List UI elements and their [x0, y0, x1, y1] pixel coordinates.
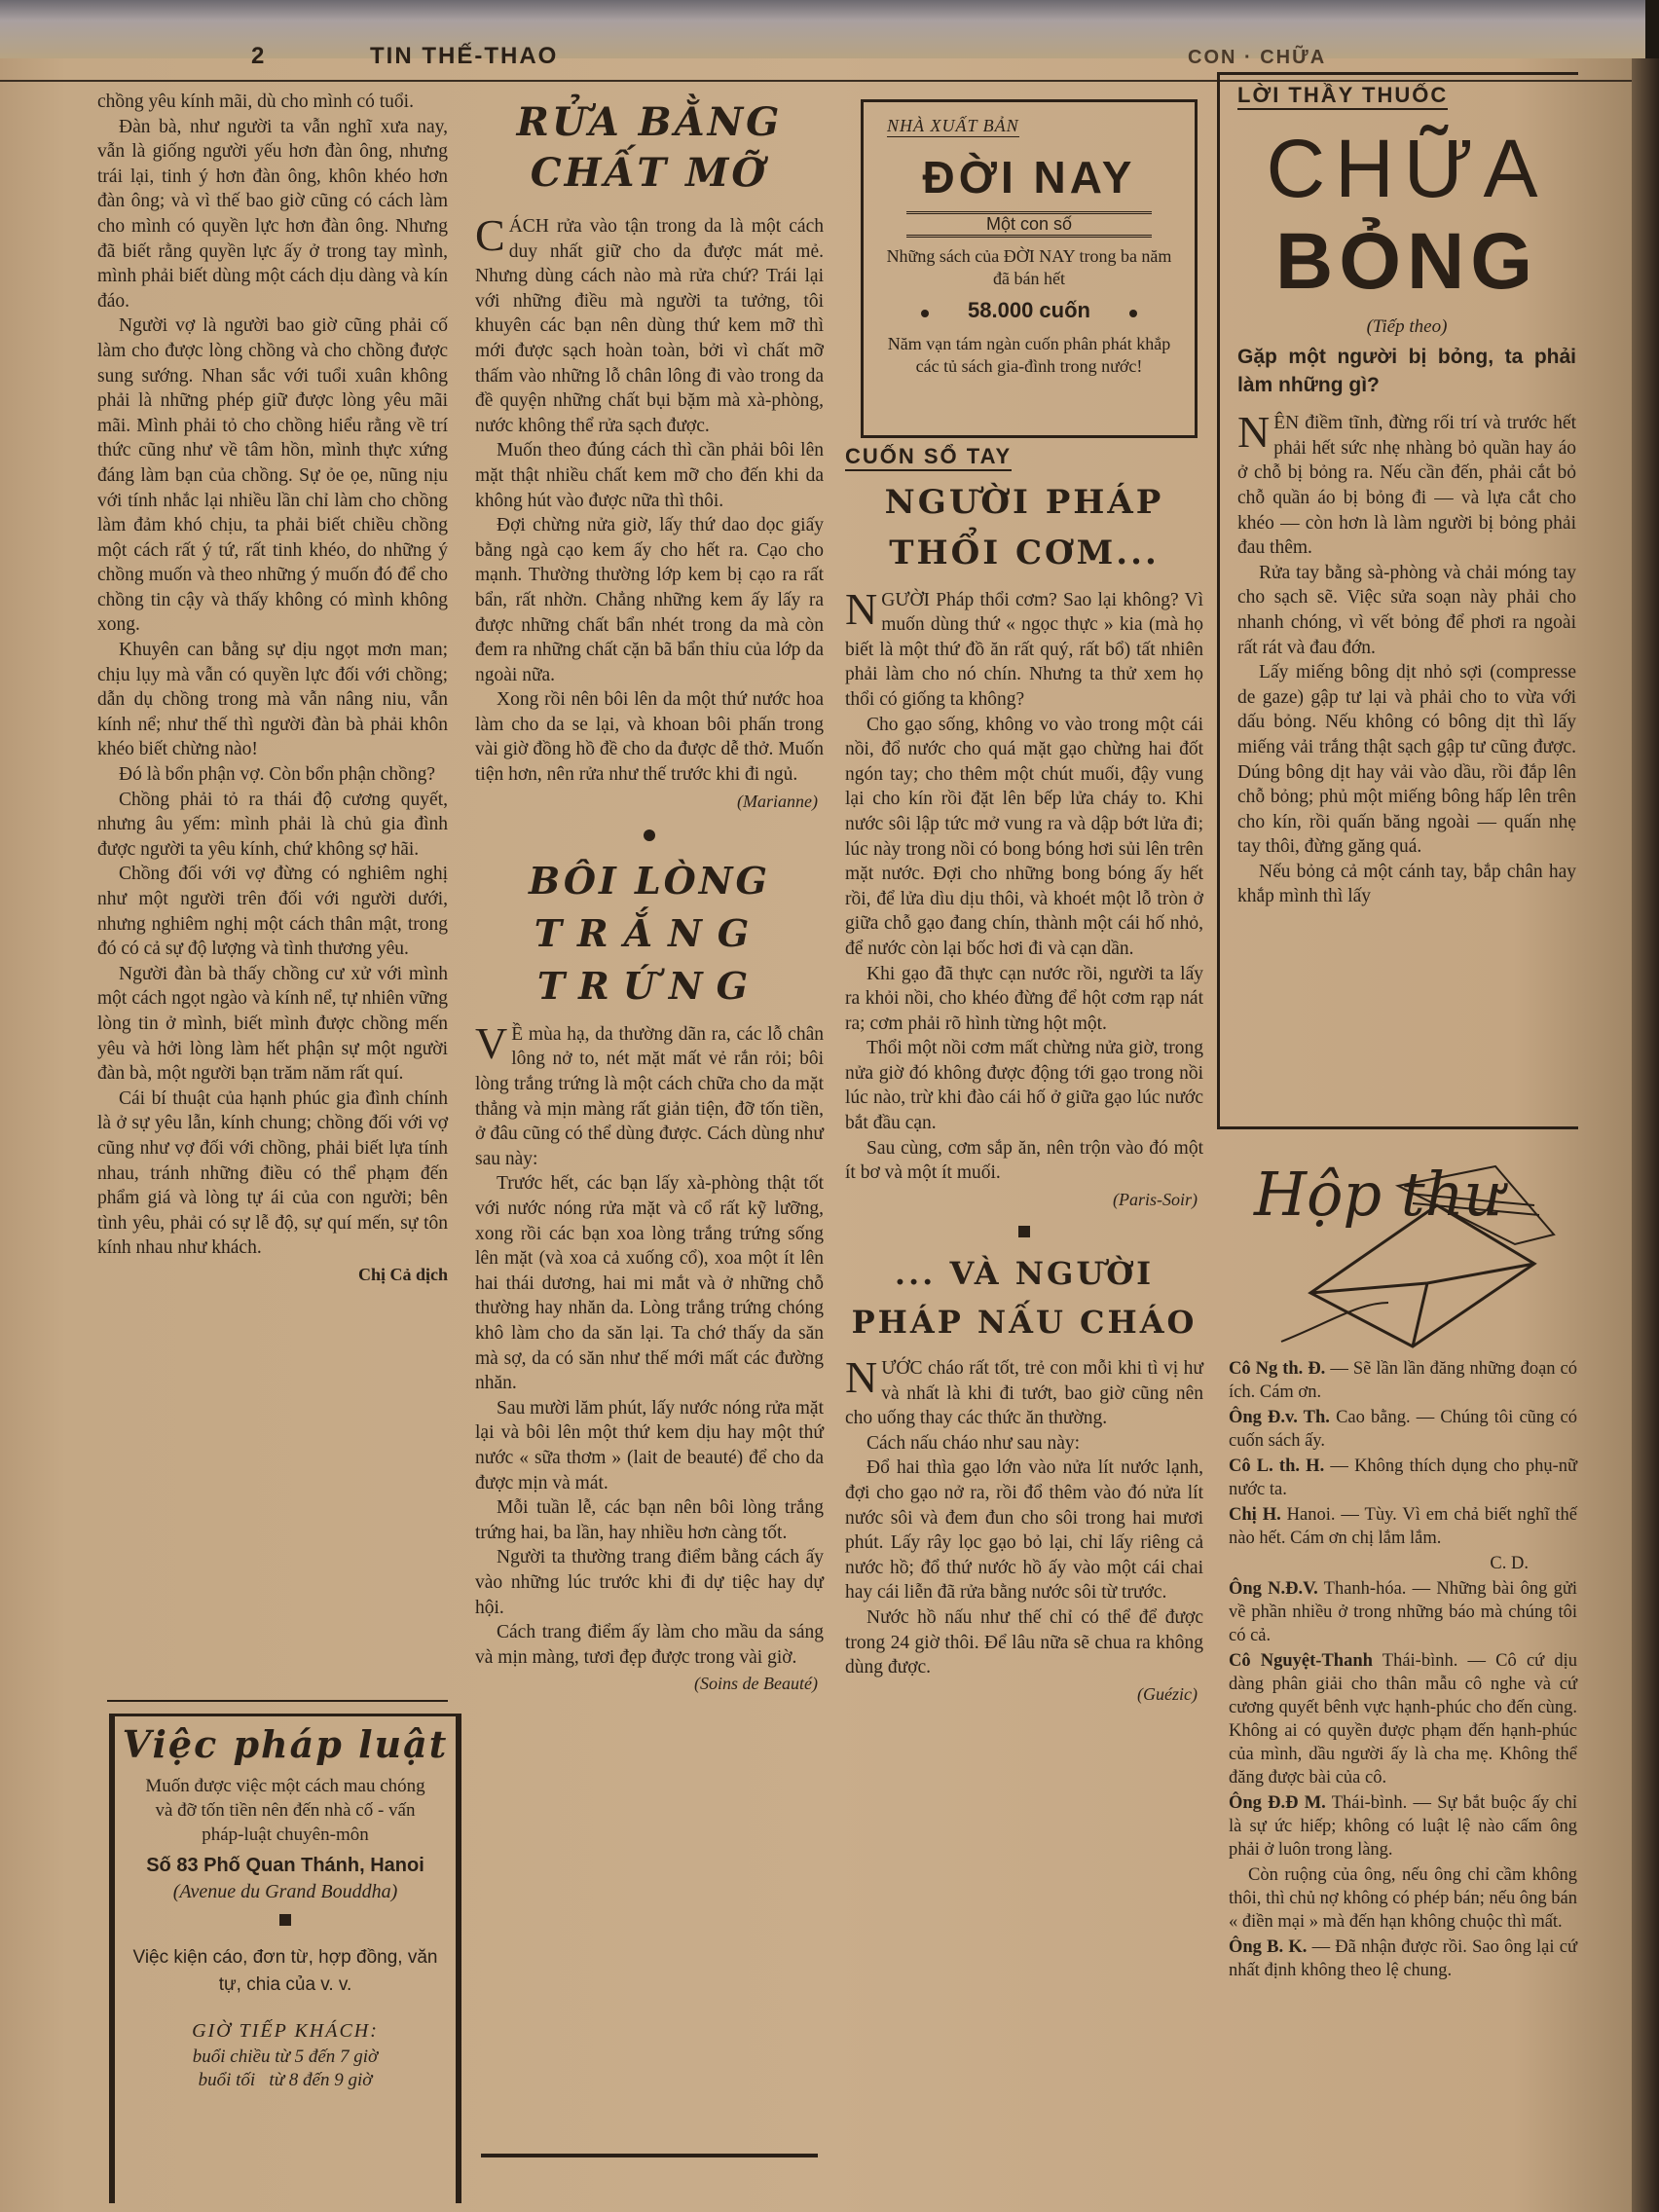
mailbox-header	[1242, 1147, 1573, 1351]
section-title: TIN THẾ-THAO	[370, 43, 559, 69]
paragraph: NƯỚC cháo rất tốt, trẻ con mỗi khi tì vị hư và nhất là khi đi tướt, bao giờ cũng nên cho uống thay các thức ăn thường.	[845, 1352, 1203, 1429]
recipient: Cô Nguyệt-Thanh	[1229, 1651, 1373, 1671]
article-subtitle: Gặp một người bị bỏng, ta phải làm những gì?	[1237, 346, 1576, 397]
ad-text-2: Năm vạn tám ngàn cuốn phân phát khắp các tủ sách gia-đình trong nước!	[887, 334, 1171, 376]
paragraph: Chồng đối với vợ đừng có nghiêm nghị như một người trên đối với người dưới, nhưng nghiêm nghị một cách thân mật, trong đó có cả sự độ lượng và tình thương yêu.	[97, 864, 448, 960]
paragraph: Sau mười lăm phút, lấy nước nóng rửa mặt lại và bôi lên một thứ kem dịu hay một thứ nước « sữa thơm » (lait de beauté) để cho da được mịn và mát.	[475, 1397, 824, 1493]
source-credit: (Paris-Soir)	[1113, 1189, 1198, 1209]
paragraph: Cho gạo sống, không vo vào trong một cái nồi, đổ nước cho quá mặt gạo chừng hai đốt ngón tay; cho thêm một chút muối, đậy vung lại cho kín rồi đặt lên bếp lửa cháy to. Khi nước sôi lập tức mở vung ra và dập bớt lửa đi; lúc này trong nồi có bong bóng hơi sủi lên trên mặt nước. Đợi cho những bong bóng ấy hết rồi, để lửa dìu dịu thôi, và khoét một lỗ tròn ở giữa chỗ gạo đang chín, thành một cái hố nhỏ, để nước còn lại bốc hơi đi và cạn dần.	[845, 714, 1203, 959]
ad-text: Những sách của ĐỜI NAY trong ba năm đã bán hết	[886, 246, 1172, 288]
article-title: PHÁP NẤU CHÁO	[851, 1304, 1198, 1342]
reply: C. D.	[1490, 1554, 1529, 1573]
paragraph: Rửa tay bằng sà-phòng và chải móng tay cho sạch sẽ. Việc sửa soạn này phải cho nhanh chóng, vì vết bỏng để phơi ra ngoài rất rát và đau đớn.	[1237, 562, 1576, 658]
header-fragment: CON · CHỮA	[1188, 47, 1327, 68]
reply: Thái-bình. — Sự bắt buộc ấy chỉ là sự ức hiếp; không có luật lệ nào cấm ông phải ở luôn trong làng.	[1229, 1793, 1577, 1860]
mailbox-title: Hộp thư	[1254, 1159, 1503, 1230]
ad-count-value: 58.000 cuốn	[968, 298, 1090, 322]
page-number: 2	[251, 43, 267, 69]
ad-title: Việc pháp luật	[122, 1722, 449, 1766]
paragraph: Cái bí thuật của hạnh phúc gia đình chính là ở sự yêu lẫn, kính chung; chồng đối với vợ cũng như vợ đối với chồng, phải biết lựa tính nhau, tránh những điều có thể phạm đến phẩm giá và lòng tự ái của con người; bên tình yêu, phải có sự lễ độ, sự quí mến, sự tôn kính nhau như khách.	[97, 1088, 448, 1259]
ad-address: Số 83 Phố Quan Thánh, Hanoi	[146, 1855, 424, 1876]
paragraph: Lấy miếng bông dịt nhỏ sợi (compresse de gaze) gập tư lại và phải cho to vừa với dấu bỏng. Nếu không có bông dịt thì lấy miếng vải trắng thật sạch gập tư cũng được. Dúng bông dịt hay vải vào dầu, rồi đắp lên chỗ bỏng; phủ một miếng bông hấp lên trên cho kín, rồi quấn băng ngoài — quấn nhẹ tay thôi, đừng găng quá.	[1237, 662, 1576, 858]
mailbox-entry	[1229, 1577, 1577, 1647]
paragraph: Xong rồi nên bôi lên da một thứ nước hoa làm cho da se lại, và khoan bôi phấn trong vài giờ đồng hồ đề cho da được dễ thở. Muốn tiện hơn, nên rửa như thế trước khi đi ngủ.	[475, 689, 824, 786]
recipient: Ông N.Đ.V.	[1229, 1579, 1318, 1599]
paragraph: CÁCH rửa vào tận trong da là một cách duy nhất giữ cho da được mát mẻ. Nhưng dùng cách nào mà rửa chứ? Trái lại với những điều mà người ta tưởng, tôi khuyên các bạn nên dùng thứ kem mỡ thì mới được sạch hoàn toàn, bởi vì chất mỡ thấm vào những lỗ chân lông đi vào trong da đề quyện những chất bụi bặm mà xà-phòng, nước không thể rửa sạch được.	[475, 210, 824, 436]
recipient: Cô L. th. H.	[1229, 1456, 1325, 1476]
paragraph: Người đàn bà thấy chồng cư xử với mình một cách ngọt ngào và kính nể, tự nhiên vững lòng tin ở mình, biết mình được chồng mến yêu và hởi lòng làm hết phận sự một người đàn bà, một người bạn trăm năm rất quí.	[97, 963, 448, 1085]
signature: Chị Cả dịch	[357, 1264, 448, 1284]
paragraph: Người ta thường trang điểm bằng cách ấy vào những lúc trước khi đi dự tiệc hay dự hội.	[475, 1547, 824, 1618]
ad-publisher-name: ĐỜI NAY	[922, 152, 1136, 203]
paragraph: Đổ hai thìa gạo lớn vào nửa lít nước lạnh, đợi cho gạo nở ra, rồi đổ thêm vào đó nửa lít nước sôi và đem đun cho sôi trong hai mươi phút. Lấy rây lọc gạo bỏ lại, chỉ lấy riêng cả nước hồ; đổ thứ nước hồ ấy vào một cái chai hay cái liễn đã rửa bằng nước sôi từ trước.	[845, 1457, 1203, 1604]
article-title: BỎNG	[1275, 216, 1538, 306]
reply: — Không thích dụng cho phụ-nữ nước ta.	[1229, 1456, 1578, 1499]
article-french-rice	[845, 444, 1203, 1707]
article-title: TRẮNG	[534, 910, 765, 955]
article-title: ... VÀ NGƯỜI	[894, 1255, 1155, 1293]
ad-hours-afternoon: buổi chiều từ 5 đến 7 giờ	[192, 2046, 379, 2067]
paragraph: Cách trang điểm ấy làm cho mầu da sáng và mịn màng, tươi đẹp được trong vài giờ.	[475, 1622, 824, 1668]
rubric: CUỐN SỔ TAY	[845, 444, 1012, 471]
divider	[481, 2154, 818, 2157]
paragraph: Nước hồ nấu như thế chỉ có thể để được trong 24 giờ thôi. Để lâu nữa sẽ chua ra không dùng được.	[845, 1606, 1203, 1678]
mailbox-entry	[1229, 1357, 1577, 1404]
article-title: RỬA BẰNG	[516, 99, 783, 145]
source-credit: (Soins de Beauté)	[694, 1674, 818, 1694]
page-edge-shadow	[1632, 58, 1659, 2212]
bullet	[115, 1913, 456, 1931]
paragraph: Nếu bỏng cả một cánh tay, bắp chân hay khắp mình thì lấy	[1237, 861, 1576, 907]
reply: Thanh-hóa. — Những bài ông gửi về phần nhiều ở trong những báo mà chúng tôi có cả.	[1229, 1579, 1578, 1645]
paragraph: chồng yêu kính mãi, dù cho mình có tuổi.	[97, 92, 414, 112]
envelope-illustration	[1242, 1147, 1573, 1351]
ad-body: Muốn được việc một cách mau chóng và đỡ tốn tiền nên đến nhà cố - vấn pháp-luật chuyên-môn	[145, 1776, 425, 1845]
recipient: Chị H.	[1229, 1505, 1281, 1525]
mailbox-entry	[1229, 1791, 1577, 1862]
article-title: TRỨNG	[536, 963, 762, 1008]
ad-address-fr: (Avenue du Grand Bouddha)	[172, 1881, 398, 1902]
ad-doi-nay-publisher	[861, 99, 1198, 438]
mailbox-entry	[1229, 1936, 1577, 1982]
mailbox-entry	[1229, 1503, 1577, 1550]
ad-legal-advice	[109, 1714, 461, 2203]
reply: Thái-bình. — Cô cứ dịu dàng phân giải cho thân mẫu cô nghe và cứ cương quyết bênh vực hạnh-phúc cho đến cùng. Không ai có quyền được phạm đến hạnh-phúc của mình, dầu người ấy là cha mẹ. Không thể đăng được bài của cô.	[1229, 1651, 1577, 1788]
divider	[107, 1700, 448, 1702]
paragraph: Đó là bổn phận vợ. Còn bổn phận chồng?	[119, 764, 435, 786]
article-burn-treatment	[1217, 72, 1578, 1129]
paragraph: Trước hết, các bạn lấy xà-phòng thật tốt với nước nóng rửa mặt và cổ rất kỹ lưỡng, xong rồi các bạn xoa lòng trắng trứng sống lên mặt (và xoa cả xuống cổ), xoa một ít lên hai thái dương, hai mi mắt và ở những chỗ thường hay nhăn da. Lòng trắng trứng chóng khô làm cho da săn lại. Ta chớ thấy da săn mà sợ, da có săn như thế mới mất các đường nhăn.	[475, 1173, 824, 1394]
article-title: THỔI CƠM...	[889, 533, 1160, 572]
paragraph: Khi gạo đã thực cạn nước rồi, người ta lấy ra khỏi nồi, cho khéo đừng để hột cơm rạp nát ra; cơm phải rõ hình từng hột một.	[845, 963, 1203, 1034]
mailbox-entries	[1229, 1357, 1577, 1984]
paragraph: Đàn bà, như người ta vẫn nghĩ xưa nay, vẫn là giống người yếu hơn đàn ông, nhưng trái lại, tinh ý hơn đàn ông, khôn khéo hơn đàn ông; và vì thế bao giờ cũng có cách làm cho mình có quyền lực hơn đàn ông. Nhưng đã biết rằng quyền lực ấy ở trong tay mình, mình phải biết dùng một cách dịu dàng và kín đáo.	[97, 116, 448, 312]
paragraph: Thổi một nồi cơm mất chừng nửa giờ, trong nửa giờ đó không được động tới gạo trong nồi lúc nào, trừ khi đào cái hố ở giữa gạo lúc nước bắt đầu cạn.	[845, 1038, 1203, 1134]
paragraph: Cách nấu cháo như sau này:	[866, 1432, 1081, 1454]
paragraph: Sau cùng, cơm sắp ăn, nên trộn vào đó một ít bơ và một ít muối.	[845, 1137, 1203, 1184]
reply: — Sẽ lần lần đăng những đoạn có ích. Cám ơn.	[1229, 1359, 1578, 1402]
mailbox-entry	[1229, 1863, 1577, 1934]
mailbox-entry	[1229, 1649, 1577, 1789]
article-title: CHỮA	[1266, 122, 1548, 214]
source-credit: (Guézic)	[1137, 1683, 1198, 1704]
paragraph: Đợi chừng nửa giờ, lấy thứ dao dọc giấy bằng ngà cạo kem ấy cho hết ra. Cạo cho mạnh. Thường thường lớp kem bị cạo ra rất bẩn, rất nhờn. Chẳng những kem ấy lấy ra được những chất bẩn nhét trong da mà còn đem ra những chất cặn bã bẩn thỉu của lớp da ngoài nữa.	[475, 515, 824, 685]
bullet	[475, 824, 824, 849]
recipient: Ông Đ.v. Th.	[1229, 1408, 1330, 1427]
paragraph: Người vợ là người bao giờ cũng phải cố làm cho được lòng chồng và cho chồng được sung sướng. Nhan sắc với tuổi xuân không phải là những phép giữ được lòng yêu mãi mãi. Mình phải tỏ cho chồng hiểu rằng về trí thức cũng như về tâm hồn, mình thực xứng đáng làm bạn của chồng. Sự ỏe ọe, nũng nịu với tính nhắc lại nhiều lần chỉ làm cho chồng làm đảm khó chịu, ta phải biết chiều chồng một cách rất ý tứ, rất tinh khéo, do những ý chồng muốn và theo những ý muốn đó để cho chồng tin cậy và thấy không có mình không xong.	[97, 315, 448, 636]
rubric: LỜI THẦY THUỐC	[1237, 83, 1448, 110]
mailbox-entry	[1229, 1552, 1577, 1575]
recipient: Ông B. K.	[1229, 1937, 1308, 1957]
ad-hours-title: GIỜ TIẾP KHÁCH:	[192, 2020, 379, 2042]
reply: — Đã nhận được rồi. Sao ông lại cứ nhất định không theo lệ chung.	[1229, 1937, 1577, 1980]
paragraph: NÊN điềm tĩnh, đừng rối trí và trước hết phải hết sức nhẹ nhàng bỏ quần hay áo ở chỗ bị bỏng ra. Nếu cần đến, phải cắt bỏ chỗ quần áo bị bỏng đi — và lựa cắt cho khéo — còn hơn là làm người bị bỏng phải đau thêm.	[1237, 407, 1576, 559]
reply: Cao bằng. — Chúng tôi cũng có cuốn sách ấy.	[1229, 1408, 1577, 1451]
ad-hours-evening: buổi tối từ 8 đến 9 giờ	[198, 2070, 373, 2090]
article-husband-wife	[97, 90, 448, 1288]
source-credit: (Marianne)	[737, 791, 818, 811]
article-title: BÔI LÒNG	[529, 858, 770, 903]
ad-publisher-label: NHÀ XUẤT BẢN	[887, 116, 1019, 135]
continued-label: (Tiếp theo)	[1366, 315, 1448, 337]
ad-subtitle: Một con số	[906, 211, 1152, 238]
article-title: NGƯỜI PHÁP	[884, 482, 1164, 522]
ad-services: Việc kiện cáo, đơn từ, hợp đồng, văn tự, chia của v. v.	[132, 1947, 438, 1995]
paragraph: Mỗi tuần lễ, các bạn nên bôi lòng trắng trứng hai, ba lần, hay nhiều hơn càng tốt.	[475, 1497, 824, 1543]
bullet	[845, 1220, 1203, 1245]
recipient: Cô Ng th. Đ.	[1229, 1359, 1326, 1379]
ad-count	[864, 298, 1195, 323]
article-fat-cleansing	[475, 97, 824, 1697]
recipient: Ông Đ.Đ M.	[1229, 1793, 1326, 1813]
paragraph: Muốn theo đúng cách thì cần phải bôi lên mặt thật nhiều chất kem mỡ cho đến khi da không hút vào được nữa thì thôi.	[475, 440, 824, 511]
mailbox-entry	[1229, 1406, 1577, 1453]
reply: Hanoi. — Tùy. Vì em chả biết nghĩ thế nào hết. Cám ơn chị lắm lắm.	[1229, 1505, 1577, 1548]
paragraph: VỀ mùa hạ, da thường dãn ra, các lỗ chân lông nở to, nét mặt mất vẻ rắn rỏi; bôi lòng trắng trứng là một cách chữa cho da mặt thẳng và mịn màng rất giản tiện, đỡ tốn tiền, ở đâu cũng có thể dùng được. Cách dùng như sau này:	[475, 1017, 824, 1169]
mailbox-entry	[1229, 1455, 1577, 1501]
reply: Còn ruộng của ông, nếu ông chỉ cầm không thôi, thì chủ nợ không có phép bán; nếu ông bán « điền mại » mà đến hạn không chuộc thì mất.	[1229, 1865, 1577, 1932]
article-title: CHẤT MỠ	[530, 150, 769, 196]
paragraph: Chồng phải tỏ ra thái độ cương quyết, nhưng âu yếm: mình phải là chủ gia đình được người ta yêu kính, chứ không sợ hãi.	[97, 789, 448, 860]
paragraph: NGƯỜI Pháp thổi cơm? Sao lại không? Vì muốn dùng thứ « ngọc thực » kia (mà họ biết là một thứ đồ ăn rất quý, rất bổ) tất nhiên phải làm cho nó chín. Nhưng ta thử xem họ thổi có giống ta không?	[845, 583, 1203, 710]
paragraph: Khuyên can bằng sự dịu ngọt mơn man; chịu lụy mà vẫn có quyền lực đối với chồng; dẫn dụ chồng trong mà vẫn nâng niu, vẫn kính nể; như thế thì người đàn bà phải khôn khéo biết chừng nào!	[97, 640, 448, 760]
